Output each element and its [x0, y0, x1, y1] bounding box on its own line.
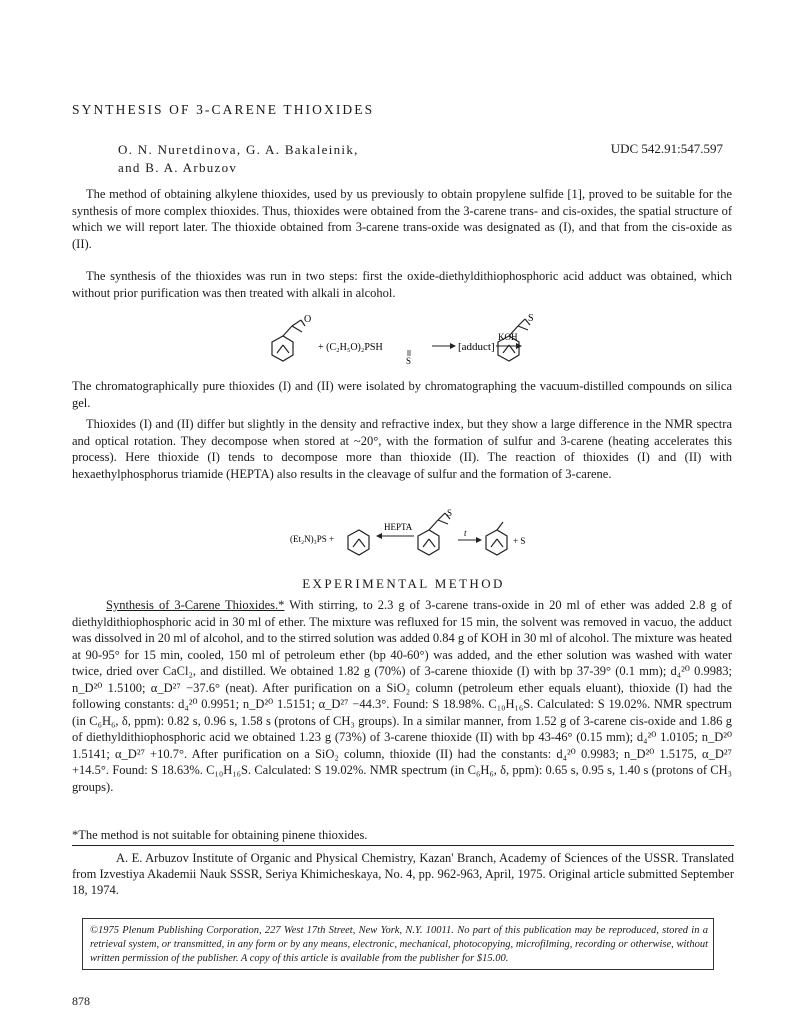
authors-line-2: and B. A. Arbuzov: [118, 160, 238, 175]
carene-oxide-structure: [272, 320, 305, 361]
udc-code: UDC 542.91:547.597: [610, 141, 723, 156]
paragraph-properties-text: Thioxides (I) and (II) differ but slightly in the density and refractive index, but they show a large difference in the NMR spectra and optical rotation. They decompose when stored at ~20°, with the formation of sulfur and 3-carene (heating accelerates this process). Here thioxide (I) tends to decompose more than thioxide (II). The reaction of thioxides (I) and (II) with hexaethylphosphorus triamide (HEPTA) also results in the cleavage of sulfur and the formation of 3-carene.: [72, 417, 732, 481]
affiliation-text: A. E. Arbuzov Institute of Organic and Physical Chemistry, Kazan' Branch, Academy of Sciences of the USSR. Translated from Izvestiya Akademii Nauk SSSR, Seriya Khimicheskaya, No. 4, pp. 962-963, April, 1975. Original article submitted September 18, 1974.: [72, 851, 734, 897]
sulfur-label-2: S: [447, 508, 453, 518]
paragraph-intro-text: The method of obtaining alkylene thioxides, used by us previously to obtain propylene sulfide [1], proved to be suitable for the synthesis of more complex thioxides. Thus, thioxides were obtained from the 3-carene trans- and cis-oxides, the spatial structure of which we will report later. The thioxide obtained from 3-carene trans-oxide was designated as (I), and that from the cis-oxide as (II).: [72, 187, 732, 251]
paragraph-properties: [72, 416, 732, 482]
reagent-label: + (C₂H₅O)₂PSH: [318, 342, 383, 353]
paragraph-chromatography: The chromatographically pure thioxides (I) and (II) were isolated by chromatographing the vacuum-distilled compounds on silica gel.: [72, 379, 732, 410]
copyright-notice: ©1975 Plenum Publishing Corporation, 227 West 17th Street, New York, N.Y. 10011. No part of this publication may be reproduced, stored in a retrieval system, or transmitted, in any form or by any means, electronic, mechanical, photocopying, microfilming, recording or otherwise, without written permission of the publisher. A copy of this article is available from the publisher for $15.00.: [90, 925, 708, 964]
authors-line-1: O. N. Nuretdinova, G. A. Bakaleinik,: [118, 142, 359, 157]
scheme-2-drawing: [0, 508, 807, 568]
paragraph-synthesis: [72, 268, 732, 301]
article-title: SYNTHESIS OF 3-CARENE THIOXIDES: [72, 102, 375, 117]
footnote: *The method is not suitable for obtaining pinene thioxides.: [72, 828, 368, 842]
adduct-label: [adduct]: [458, 341, 495, 353]
triamide-sulfide-label: (Et₂N)₃PS +: [290, 534, 335, 544]
sulfur-label: S: [528, 313, 534, 324]
authors: [118, 141, 359, 177]
carene-structure-left: [348, 530, 369, 555]
paragraph-experimental: [72, 597, 732, 795]
reaction-scheme-2: [0, 508, 807, 568]
page-number: 878: [72, 994, 90, 1008]
reaction-scheme-1: [0, 310, 807, 376]
carene-structure-right: [486, 522, 507, 555]
koh-label: KOH: [498, 332, 518, 342]
experimental-lead: Synthesis of 3-Carene Thioxides.*: [106, 598, 285, 612]
footnote-rule: [72, 845, 734, 846]
section-heading: EXPERIMENTAL METHOD: [302, 576, 505, 591]
reagent-s-label: S: [406, 356, 412, 366]
carene-thioxide-structure-2: [418, 513, 450, 555]
paragraph-synthesis-text: The synthesis of the thioxides was run in two steps: first the oxide-diethyldithiophosphoric acid adduct was obtained, which without prior purification was then treated with alkali in alcohol.: [72, 269, 732, 300]
paragraph-intro: [72, 186, 732, 252]
scheme-1-drawing: [0, 310, 807, 376]
oxygen-label: O: [304, 314, 312, 325]
sulfur-product-label: + S: [513, 536, 526, 546]
affiliation: [72, 850, 734, 898]
hepta-label: HEPTA: [384, 522, 413, 532]
experimental-text: With stirring, to 2.3 g of 3-carene trans-oxide in 20 ml of ether was added 2.8 g of diethyldithiophosphoric acid in 30 ml of ether. The mixture was refluxed for 15 min, the solvent was removed in vacuo, the adduct was dissolved in 20 ml of alcohol, and to the stirred solution was added 0.84 g of KOH in 30 ml of alcohol. The mixture was heated at 90-95° for 15 min, cooled, 150 ml of petroleum ether (bp 40-60°) was added, and the ether solution was washed with water twice, dried over CaCl₂, and distilled. We obtained 1.82 g (70%) of 3-carene thioxide (I) with bp 37-39° (0.1 mm); d₄²⁰ 0.9983; n_D²⁰ 1.5100; α_D²⁷ −37.6° (neat). After purification on a SiO₂ column (petroleum ether equals eluant), thioxide (I) had the following constants: d₄²⁰ 0.9951; n_D²⁰ 1.5151; α_D²⁷ −44.3°. Found: S 18.98%. C₁₀H₁₆S. Calculated: S 19.02%. NMR spectrum (in C₆H₆, δ, ppm): 0.82 s, 0.96 s, 1.58 s (protons of CH₃ groups). In a similar manner, from 1.52 g of 3-carene cis-oxide and 1.86 g of diethyldithiophosphoric acid we obtained 1.23 g (73%) of 3-carene thioxide (II) with bp 43-46° (0.15 mm); d₄²⁰ 1.0105; n_D²⁰ 1.5141; α_D²⁷ +10.7°. After purification on a SiO₂ column, thioxide (II) had the constants: d₄²⁰ 0.9983; n_D²⁰ 1.5175, α_D²⁷ +14.5°. Found: S 18.63%. C₁₀H₁₆S. Calculated: S 19.02%. NMR spectrum (in C₆H₆, δ, ppm): 0.65 s, 0.95 s, 1.40 s (protons of CH₃ groups).: [72, 598, 733, 794]
heat-label: t: [464, 528, 467, 538]
